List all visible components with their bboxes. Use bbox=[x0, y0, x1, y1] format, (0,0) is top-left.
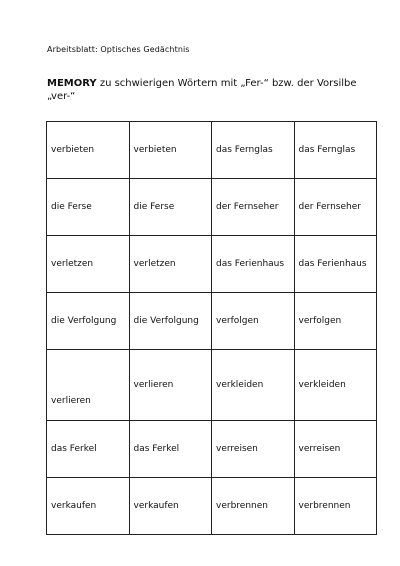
memory-card: verletzen bbox=[129, 236, 212, 293]
memory-card: verkleiden bbox=[294, 350, 377, 421]
memory-card: der Fernseher bbox=[294, 179, 377, 236]
title-bold: MEMORY bbox=[47, 78, 97, 89]
memory-card: verbrennen bbox=[212, 478, 295, 535]
memory-card: das Ferkel bbox=[47, 421, 130, 478]
memory-card: verbieten bbox=[129, 122, 212, 179]
memory-card: das Ferkel bbox=[129, 421, 212, 478]
memory-card: verkaufen bbox=[47, 478, 130, 535]
worksheet-header: Arbeitsblatt: Optisches Gedächtnis bbox=[47, 45, 190, 54]
memory-card: die Ferse bbox=[47, 179, 130, 236]
memory-card-table bbox=[46, 121, 377, 535]
memory-card: verlieren bbox=[47, 350, 130, 421]
memory-card: verfolgen bbox=[294, 293, 377, 350]
memory-card: verletzen bbox=[47, 236, 130, 293]
memory-card: verkleiden bbox=[212, 350, 295, 421]
memory-card: das Fernglas bbox=[294, 122, 377, 179]
memory-card: verbieten bbox=[47, 122, 130, 179]
memory-card: das Ferienhaus bbox=[212, 236, 295, 293]
table-row bbox=[47, 478, 377, 535]
memory-card: verreisen bbox=[294, 421, 377, 478]
memory-card: die Verfolgung bbox=[47, 293, 130, 350]
memory-card: verreisen bbox=[212, 421, 295, 478]
memory-card: die Verfolgung bbox=[129, 293, 212, 350]
memory-card: verkaufen bbox=[129, 478, 212, 535]
table-row bbox=[47, 421, 377, 478]
memory-card: das Ferienhaus bbox=[294, 236, 377, 293]
title-rest: zu schwierigen Wörtern mit „Fer-“ bzw. der Vorsilbe „ver-“ bbox=[47, 78, 357, 102]
table-row bbox=[47, 122, 377, 179]
table-row bbox=[47, 236, 377, 293]
memory-card: verbrennen bbox=[294, 478, 377, 535]
worksheet-title bbox=[47, 77, 367, 103]
memory-card: verfolgen bbox=[212, 293, 295, 350]
table-row bbox=[47, 350, 377, 421]
table-row bbox=[47, 293, 377, 350]
memory-card: der Fernseher bbox=[212, 179, 295, 236]
memory-card: das Fernglas bbox=[212, 122, 295, 179]
memory-card: verlieren bbox=[129, 350, 212, 421]
table-row bbox=[47, 179, 377, 236]
memory-card: die Ferse bbox=[129, 179, 212, 236]
